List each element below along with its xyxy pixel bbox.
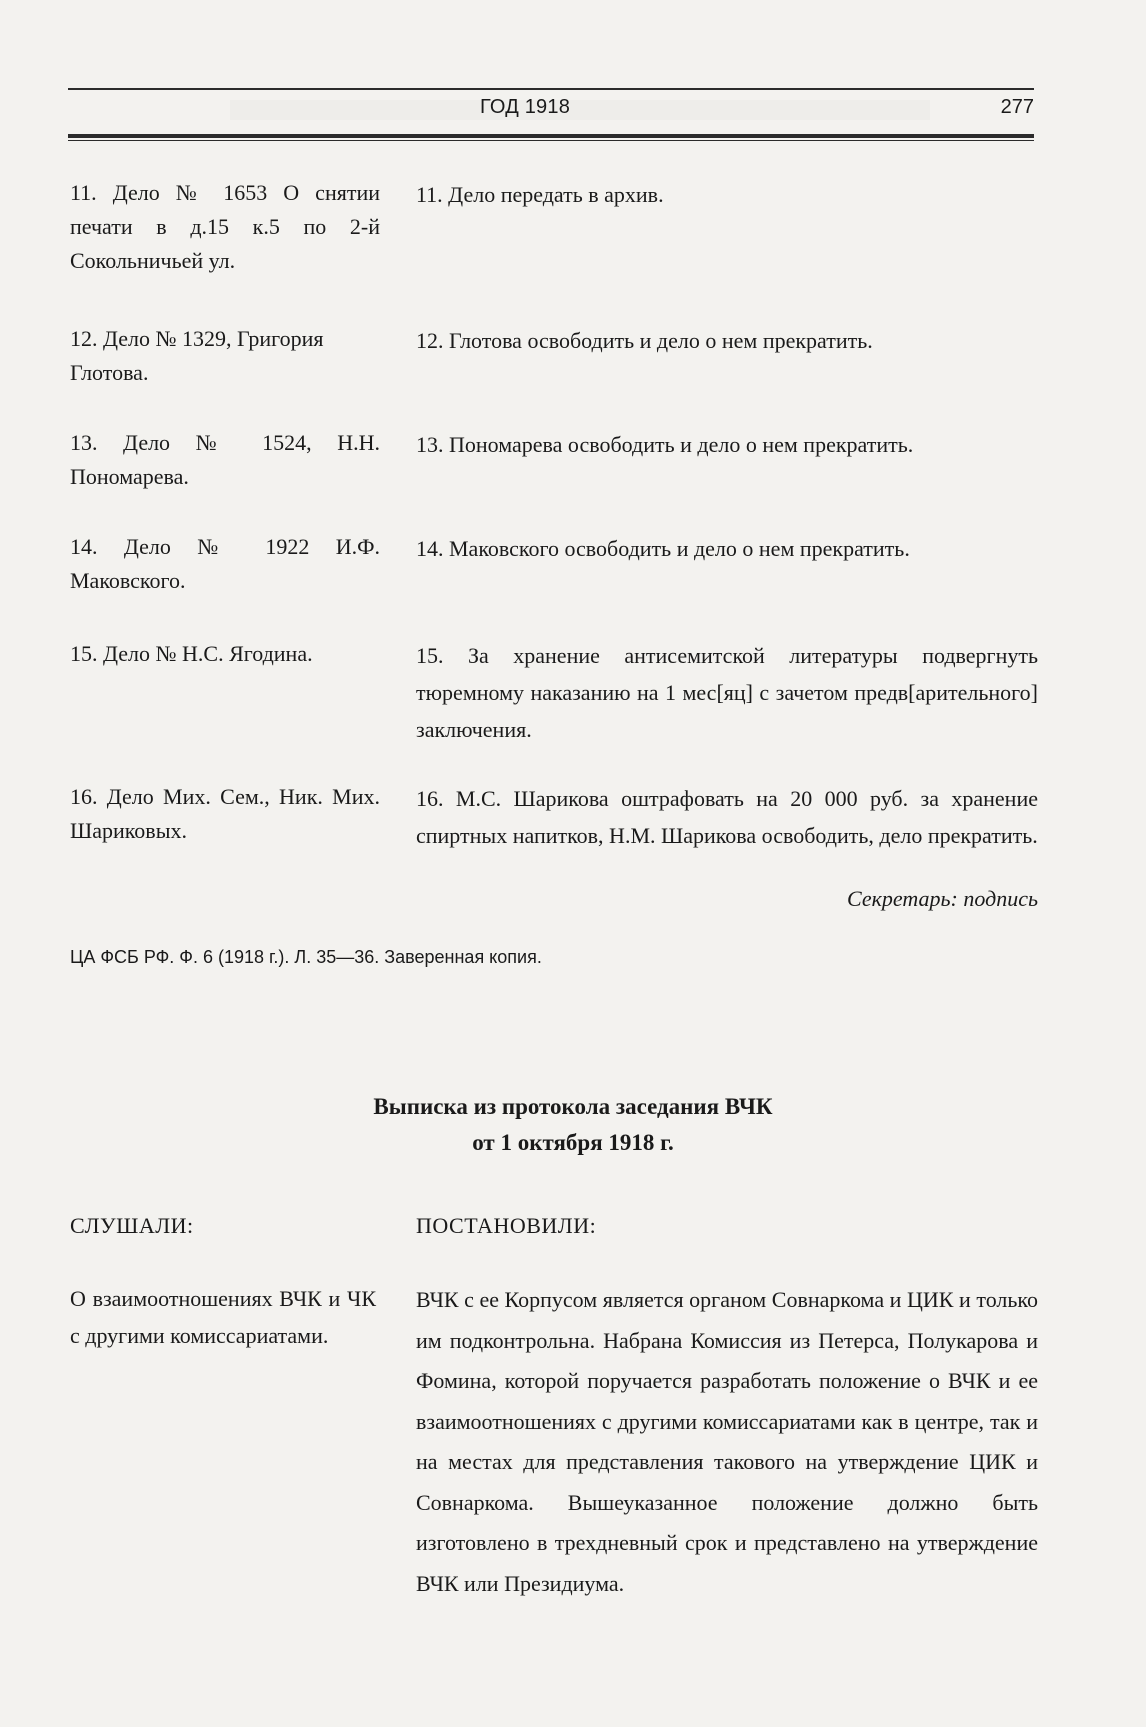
resolved-text: ВЧК с ее Корпусом является органом Совнаркома и ЦИК и только им подконтрольна. Набрана Комиссия из Петерса, Полукарова и Фомина, которой поручается разработать положение о ВЧК и ее взаимоотношениях с другими комиссариатами как в центре, так и на местах для представления такового на утверждение ЦИК и Совнаркома. Вышеуказанное положение должно быть изготовлено в трехдневный срок и представлено на утверждение ВЧК или Президиума. bbox=[416, 1287, 1038, 1596]
heard-heading: СЛУШАЛИ: bbox=[70, 1213, 194, 1238]
decision-item-12: 12. Глотова освободить и дело о нем прекратить. bbox=[416, 328, 873, 353]
decision-item-16: 16. М.С. Шарикова оштрафовать на 20 000 руб. за хранение спиртных напитков, Н.М. Шарикова освободить, дело прекратить. bbox=[416, 786, 1038, 848]
case-item-12: 12. Дело № 1329, Григория Глотова. bbox=[70, 326, 324, 385]
bleed-through-artifact bbox=[230, 100, 930, 120]
decision-item-15: 15. За хранение антисемитской литературы подвергнуть тюремному наказанию на 1 мес[яц] с зачетом предв[арительного] заключения. bbox=[416, 643, 1038, 742]
case-item-11: 11. Дело № 1653 О снятии печати в д.15 к.5 по 2-й Сокольничьей ул. bbox=[70, 180, 380, 273]
secretary-signature: Секретарь: подпись bbox=[847, 886, 1038, 911]
resolved-heading: ПОСТАНОВИЛИ: bbox=[416, 1213, 597, 1238]
header-rule-bottom bbox=[68, 134, 1034, 138]
case-item-15: 15. Дело № Н.С. Ягодина. bbox=[70, 641, 313, 666]
case-item-16: 16. Дело Мих. Сем., Ник. Мих. Шариковых. bbox=[70, 784, 380, 843]
header-rule-top bbox=[68, 88, 1034, 90]
header-rule-bottom-thin bbox=[68, 140, 1034, 141]
heard-text: О взаимоотношениях ВЧК и ЧК с другими комиссариатами. bbox=[70, 1286, 376, 1348]
page-number: 277 bbox=[1000, 96, 1034, 118]
running-header-year: ГОД 1918 bbox=[480, 96, 571, 118]
decision-item-13: 13. Пономарева освободить и дело о нем прекратить. bbox=[416, 432, 914, 457]
case-item-13: 13. Дело № 1524, Н.Н. Пономарева. bbox=[70, 430, 380, 489]
archival-source-note: ЦА ФСБ РФ. Ф. 6 (1918 г.). Л. 35—36. Заверенная копия. bbox=[70, 947, 542, 967]
decision-item-14: 14. Маковского освободить и дело о нем прекратить. bbox=[416, 536, 910, 561]
section-title-line2: от 1 октября 1918 г. bbox=[472, 1130, 674, 1155]
section-title-line1: Выписка из протокола заседания ВЧК bbox=[373, 1094, 773, 1119]
decision-item-11: 11. Дело передать в архив. bbox=[416, 182, 664, 207]
case-item-14: 14. Дело № 1922 И.Ф. Маковского. bbox=[70, 534, 380, 593]
